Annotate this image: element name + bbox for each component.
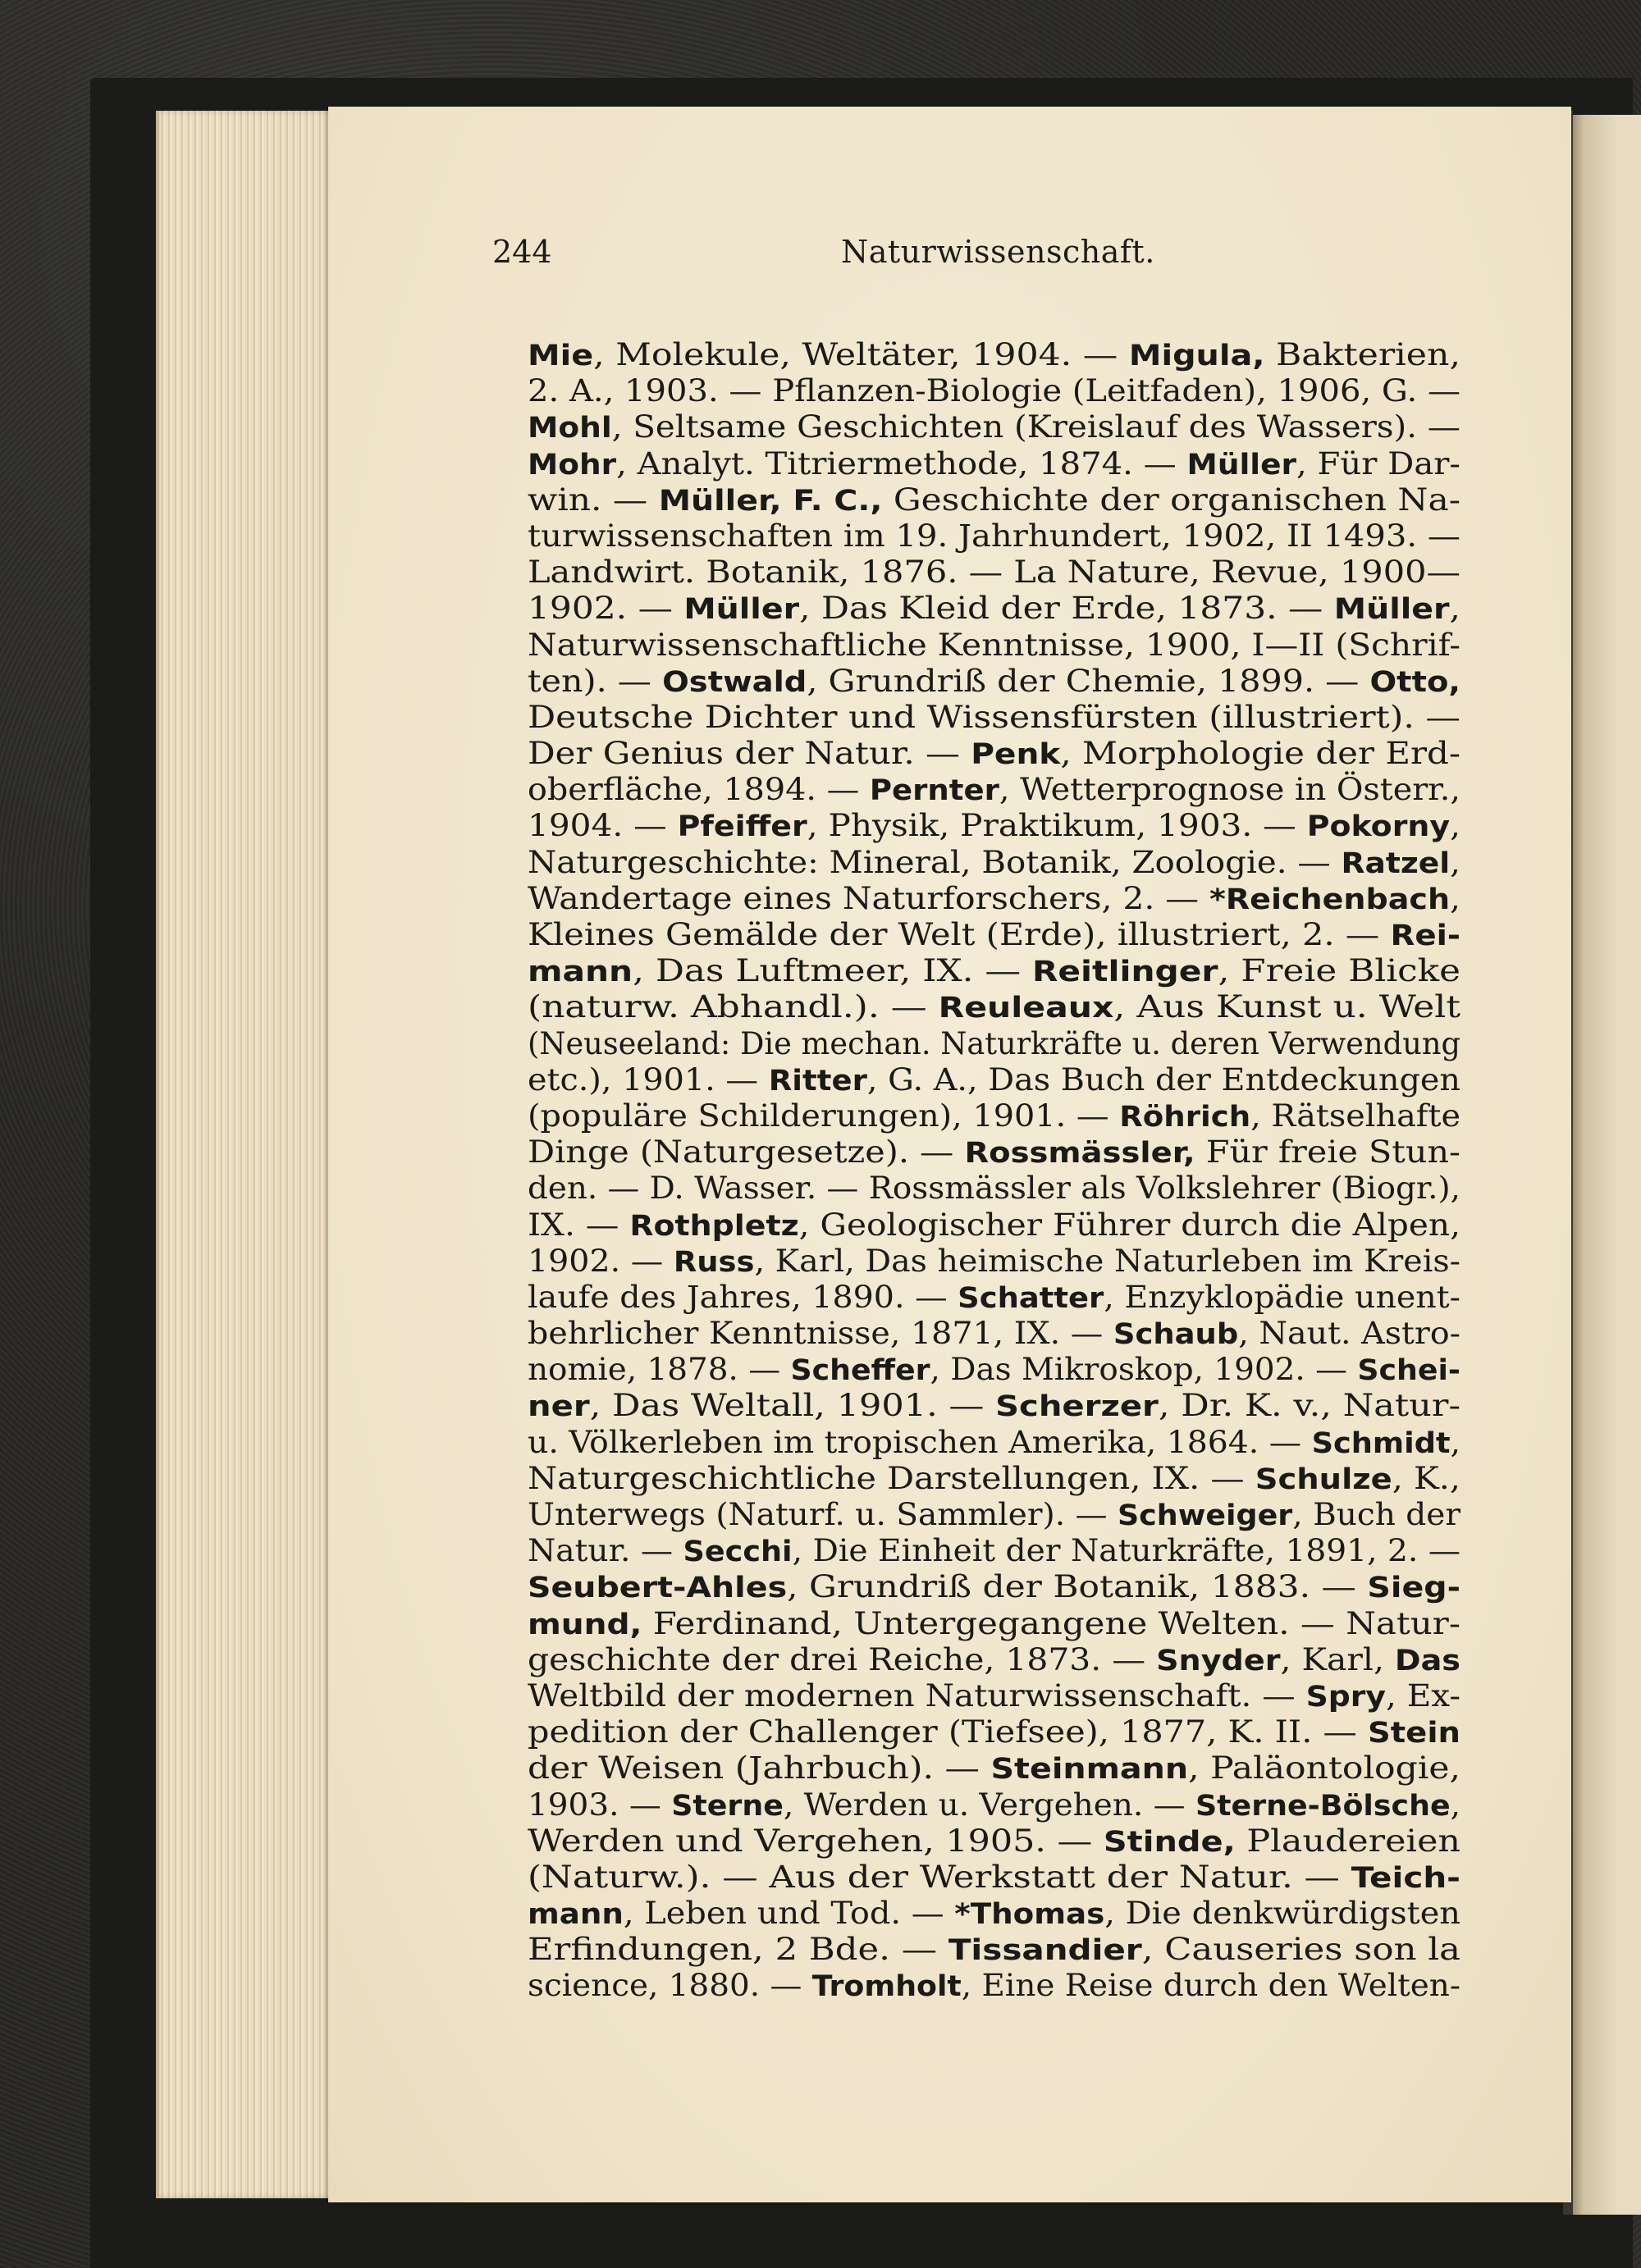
text-segment: , Die denkwürdigsten <box>1104 1895 1460 1932</box>
bold-author-name: Müller <box>1333 593 1450 627</box>
text-segment: (Neuseeland: Die mechan. Naturkräfte u. deren Verwendung <box>528 1024 1460 1061</box>
text-line <box>528 1025 1460 1061</box>
text-line <box>528 1424 1460 1460</box>
bold-author-name: Ratzel <box>1341 847 1451 880</box>
text-segment: pedition der Challenger (Tiefsee), 1877, K. II. — <box>528 1714 1368 1750</box>
text-line <box>528 988 1460 1024</box>
text-line <box>528 1387 1460 1423</box>
text-line <box>528 735 1460 771</box>
bold-author-name: Mohr <box>528 448 617 481</box>
bold-author-name: Rothpletz <box>629 1209 799 1243</box>
bold-author-name: Schmidt <box>1311 1426 1451 1460</box>
text-segment: , Rätselhafte <box>1250 1097 1460 1134</box>
text-segment: nomie, 1878. — <box>528 1351 791 1388</box>
text-segment: , Molekule, Weltäter, 1904. — <box>593 336 1129 372</box>
text-segment: , Die Einheit der Naturkräfte, 1891, 2. — <box>792 1532 1460 1569</box>
bold-author-name: Mie <box>528 340 594 372</box>
text-segment: , K., <box>1392 1459 1460 1496</box>
text-line <box>528 1097 1460 1134</box>
text-segment: ten). — <box>528 662 663 699</box>
bold-author-name: Migula, <box>1128 340 1265 372</box>
text-segment: , Ex- <box>1386 1677 1460 1714</box>
text-line <box>528 1605 1460 1641</box>
bold-author-name: Secchi <box>683 1536 793 1569</box>
bold-author-name: Tromholt <box>811 1970 962 2004</box>
text-segment: , Karl, Das heimische Naturleben im Kreis- <box>754 1242 1460 1279</box>
text-segment: oberfläche, 1894. — <box>528 771 870 808</box>
text-segment: Dinge (Naturgesetze). — <box>528 1134 965 1171</box>
text-segment: Erfindungen, 2 Bde. — <box>528 1931 948 1968</box>
text-line <box>528 408 1460 445</box>
bold-author-name: Penk <box>971 738 1061 772</box>
bold-author-name: Seubert-Ahles <box>528 1572 788 1605</box>
text-segment: (Naturw.). — Aus der Werkstatt der Natur. — <box>528 1858 1351 1895</box>
text-line <box>528 1750 1460 1786</box>
bold-author-name: Otto, <box>1369 665 1460 699</box>
bold-author-name: Ostwald <box>662 665 807 699</box>
page-number: 244 <box>492 234 552 270</box>
bold-author-name: Müller, F. C., <box>658 484 883 518</box>
text-segment: Für freie Stun- <box>1195 1134 1460 1171</box>
text-segment: , Wetterprognose in Österr., <box>999 771 1460 808</box>
text-segment: turwissenschaften im 19. Jahrhundert, 1902, II 1493. — <box>528 517 1460 554</box>
bold-author-name: Müller <box>1186 448 1297 481</box>
bold-author-name: Russ <box>673 1245 755 1279</box>
text-line <box>528 445 1460 481</box>
text-segment: Kleines Gemälde der Welt (Erde), illustriert, 2. — <box>528 916 1391 952</box>
text-segment: 1904. — <box>528 807 678 844</box>
text-segment: , Freie Blicke <box>1218 952 1460 989</box>
bold-author-name: Ritter <box>768 1064 867 1097</box>
text-line <box>528 807 1460 843</box>
bold-author-name: Teich- <box>1351 1861 1460 1895</box>
bold-author-name: Schulze <box>1255 1463 1392 1496</box>
text-line <box>528 1641 1460 1677</box>
text-line <box>528 481 1460 518</box>
text-segment: , Aus Kunst u. Welt <box>1113 988 1460 1025</box>
bold-author-name: mann <box>528 956 633 989</box>
text-line <box>528 1895 1460 1931</box>
text-segment: , Dr. K. v., Natur- <box>1158 1387 1460 1424</box>
text-segment: , Buch der <box>1292 1496 1460 1532</box>
text-line <box>528 336 1460 372</box>
bold-author-name: Stein <box>1367 1717 1460 1750</box>
text-line <box>528 518 1460 554</box>
text-line <box>528 1677 1460 1714</box>
bold-author-name: Snyder <box>1156 1644 1281 1677</box>
text-segment: , Seltsame Geschichten (Kreislauf des Wassers). — <box>611 408 1461 445</box>
text-segment: Naturgeschichtliche Darstellungen, IX. — <box>528 1459 1255 1496</box>
text-line <box>528 1496 1460 1532</box>
text-line <box>528 1568 1460 1604</box>
text-line <box>528 1207 1460 1243</box>
body-text <box>528 336 1460 2004</box>
bold-author-name: Sterne <box>671 1789 784 1823</box>
text-line <box>528 699 1460 735</box>
text-segment: , Das Luftmeer, IX. — <box>633 952 1032 989</box>
bold-author-name: Rei- <box>1390 920 1460 952</box>
text-segment: , Analyt. Titriermethode, 1874. — <box>616 445 1187 481</box>
text-segment: geschichte der drei Reiche, 1873. — <box>528 1641 1157 1677</box>
text-segment: Ferdinand, Untergegangene Welten. — Natur- <box>642 1604 1460 1641</box>
text-segment: Natur. — <box>528 1532 683 1569</box>
bold-author-name: Röhrich <box>1119 1100 1251 1134</box>
text-segment: , Leben und Tod. — <box>623 1895 955 1932</box>
text-segment: 1903. — <box>528 1786 672 1823</box>
text-segment: Unterwegs (Naturf. u. Sammler). — <box>528 1496 1118 1532</box>
text-segment: (naturw. Abhandl.). — <box>528 988 939 1025</box>
text-segment: , Naut. Astro- <box>1238 1315 1460 1352</box>
text-line <box>528 1170 1460 1206</box>
text-line <box>528 554 1460 590</box>
text-segment: laufe des Jahres, 1890. — <box>528 1278 958 1315</box>
text-segment: Deutsche Dichter und Wissensfürsten (illustriert). — <box>528 698 1460 735</box>
text-segment: 1902. — <box>528 590 684 627</box>
text-line <box>528 1823 1460 1859</box>
text-segment: , <box>1450 843 1460 880</box>
text-segment <box>1236 1823 1247 1859</box>
text-line <box>528 1931 1460 1967</box>
bold-author-name: mann <box>528 1898 624 1932</box>
bold-author-name: Sieg- <box>1367 1572 1460 1605</box>
text-segment: , Karl, <box>1280 1641 1395 1677</box>
text-segment: , Grundriß der Chemie, 1899. — <box>807 662 1370 699</box>
text-segment: , Grundriß der Botanik, 1883. — <box>787 1568 1368 1605</box>
text-segment: Wandertage eines Naturforschers, 2. — <box>528 879 1209 916</box>
text-segment: Weltbild der modernen Naturwissenschaft. — <box>528 1677 1306 1714</box>
bold-author-name: Scheffer <box>790 1354 930 1388</box>
text-line <box>528 1315 1460 1351</box>
text-line <box>528 1351 1460 1387</box>
text-line <box>528 1532 1460 1568</box>
text-segment: Der Genius der Natur. — <box>528 735 971 772</box>
text-line <box>528 1714 1460 1750</box>
facing-page-edge <box>1569 115 1641 2215</box>
text-line <box>528 1967 1460 2003</box>
text-segment: Naturgeschichte: Mineral, Botanik, Zoologie. — <box>528 843 1342 880</box>
bold-author-name: Tissandier <box>948 1934 1142 1968</box>
text-segment: , Physik, Praktikum, 1903. — <box>807 807 1307 844</box>
text-line <box>528 952 1460 988</box>
text-segment: , Eine Reise durch den Welten- <box>961 1967 1460 2004</box>
bold-author-name: Rossmässler, <box>964 1137 1195 1171</box>
bold-author-name: Schatter <box>958 1281 1104 1315</box>
text-segment: u. Völkerleben im tropischen Amerika, 1864. — <box>528 1423 1312 1460</box>
text-segment: Bakterien, <box>1264 336 1460 372</box>
text-line <box>528 590 1460 626</box>
text-segment: , Geologischer Führer durch die Alpen, <box>798 1206 1460 1243</box>
text-line <box>528 916 1460 952</box>
text-segment: , Werden u. Vergehen. — <box>783 1786 1195 1823</box>
running-title: Naturwissenschaft. <box>841 234 1155 270</box>
bold-author-name: Spry <box>1305 1680 1387 1714</box>
bold-author-name: ner <box>528 1390 590 1424</box>
text-segment: , Für Dar- <box>1296 445 1460 481</box>
bold-author-name: Steinmann <box>990 1753 1189 1787</box>
text-line <box>528 1243 1460 1279</box>
text-segment: , <box>1450 879 1460 916</box>
text-segment: win. — <box>528 481 659 518</box>
text-segment: 2. A., 1903. — Pflanzen-Biologie (Leitfaden), 1906, G. — <box>528 372 1460 409</box>
text-segment: Landwirt. Botanik, 1876. — La Nature, Revue, 1900— <box>528 554 1460 591</box>
text-segment: , Enzyklopädie unent- <box>1104 1278 1460 1315</box>
text-segment: , Morphologie der Erd- <box>1060 735 1460 772</box>
bold-author-name: Pokorny <box>1306 810 1451 844</box>
text-segment: , <box>1449 590 1460 627</box>
text-segment: , G. A., Das Buch der Entdeckungen <box>866 1061 1460 1097</box>
bold-author-name: Stinde, <box>1103 1825 1236 1859</box>
bold-author-name: Sterne-Bölsche <box>1195 1789 1451 1823</box>
text-segment: , <box>1450 1786 1460 1823</box>
text-segment: 1902. — <box>528 1242 674 1279</box>
text-line <box>528 627 1460 663</box>
bold-author-name: Müller <box>683 593 800 627</box>
text-segment: (populäre Schilderungen), 1901. — <box>528 1097 1120 1134</box>
bold-author-name: Schaub <box>1113 1318 1239 1352</box>
text-segment: der Weisen (Jahrbuch). — <box>528 1750 991 1787</box>
bold-author-name: *Thomas <box>954 1898 1105 1932</box>
text-segment: , Paläontologie, <box>1188 1750 1460 1787</box>
bold-author-name: Pernter <box>869 774 999 808</box>
text-line <box>528 844 1460 880</box>
bold-author-name: Scherzer <box>995 1390 1159 1424</box>
bold-author-name: Schei- <box>1357 1354 1460 1388</box>
text-segment: Werden und Vergehen, 1905. — <box>528 1822 1104 1859</box>
bold-author-name: Reitlinger <box>1031 956 1218 989</box>
text-segment: Geschichte der organischen Na- <box>882 481 1460 518</box>
bold-author-name: mund, <box>528 1608 642 1641</box>
text-line <box>528 1134 1460 1170</box>
text-line <box>528 663 1460 699</box>
bold-author-name: Mohl <box>528 412 612 445</box>
text-segment: behrlicher Kenntnisse, 1871, IX. — <box>528 1315 1113 1352</box>
text-segment: , <box>1450 807 1460 844</box>
text-segment: IX. — <box>528 1206 630 1243</box>
bold-author-name: *Reichenbach <box>1209 883 1451 916</box>
text-segment: , <box>1450 1423 1460 1460</box>
text-segment: Plaudereien <box>1246 1822 1460 1859</box>
text-segment: , Causeries son la <box>1141 1931 1460 1968</box>
page-edges <box>156 111 336 2198</box>
text-segment: Naturwissenschaftliche Kenntnisse, 1900, I—II (Schrif- <box>528 626 1460 663</box>
bold-author-name: Schweiger <box>1117 1499 1293 1532</box>
text-line <box>528 1061 1460 1097</box>
text-line <box>528 1859 1460 1895</box>
text-line <box>528 880 1460 916</box>
text-segment: , Das Mikroskop, 1902. — <box>930 1351 1358 1388</box>
text-segment: etc.), 1901. — <box>528 1061 769 1097</box>
text-line <box>528 771 1460 807</box>
text-segment: , Das Kleid der Erde, 1873. — <box>799 590 1334 627</box>
text-segment: science, 1880. — <box>528 1967 812 2004</box>
bold-author-name: Pfeiffer <box>677 810 807 844</box>
bold-author-name: Reuleaux <box>938 992 1114 1025</box>
text-line <box>528 1279 1460 1315</box>
text-segment: , Das Weltall, 1901. — <box>589 1387 996 1424</box>
text-line <box>528 1460 1460 1496</box>
text-line <box>528 372 1460 408</box>
page-header <box>492 234 1452 275</box>
text-segment: den. — D. Wasser. — Rossmässler als Volkslehrer (Biogr.), <box>528 1170 1460 1207</box>
bold-author-name: Das <box>1394 1644 1460 1677</box>
text-line <box>528 1787 1460 1823</box>
